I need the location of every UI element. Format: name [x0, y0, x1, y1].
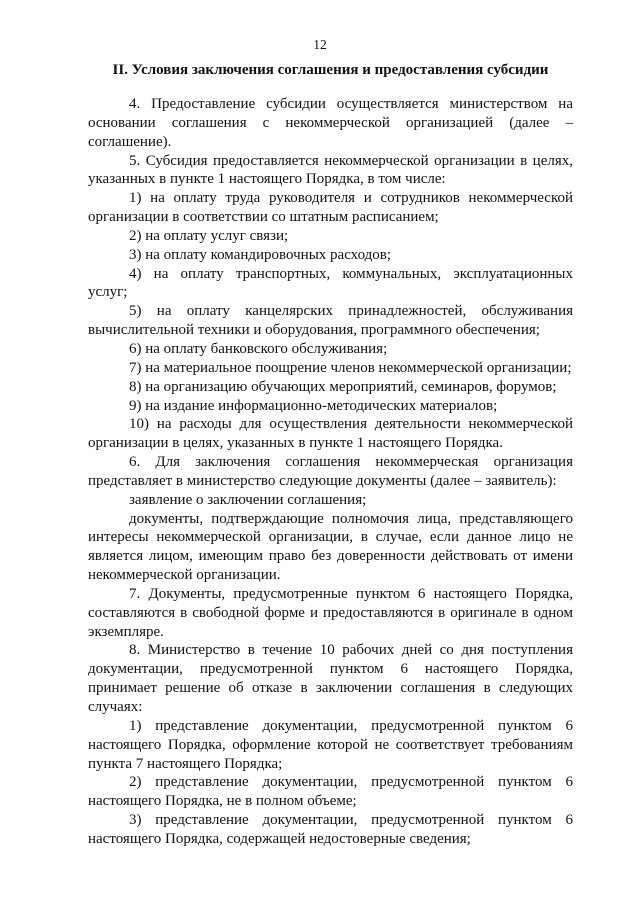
paragraph-8: 8. Министерство в течение 10 рабочих дней со дня поступления документации, предусмотренной пунктом 6 настоящего Порядка, принимает решение об отказе в заключении соглашения в следующих случаях: [88, 642, 573, 715]
list-item-8-3: 3) представление документации, предусмотренной пунктом 6 настоящего Порядка, содержащей недостоверные сведения; [88, 812, 573, 847]
paragraph-7: 7. Документы, предусмотренные пунктом 6 настоящего Порядка, составляются в свободной форме и предоставляются в оригинале в одном экземпляре. [88, 585, 573, 640]
list-item-5-3: 3) на оплату командировочных расходов; [129, 246, 392, 263]
list-item-5-7: 7) на материальное поощрение членов некоммерческой организации; [129, 359, 572, 376]
list-item-6-1: заявление о заключении соглашения; [129, 491, 367, 508]
list-item-5-9: 9) на издание информационно-методических материалов; [129, 397, 498, 414]
list-item-5-4: 4) на оплату транспортных, коммунальных, эксплуатационных услуг; [88, 265, 573, 301]
paragraph-5: 5. Субсидия предоставляется некоммерческой организации в целях, указанных в пункте 1 настоящего Порядка, в том числе: [88, 152, 573, 188]
list-item-5-5: 5) на оплату канцелярских принадлежностей, обслуживания вычислительной техники и оборудования, программного обеспечения; [88, 303, 573, 339]
list-item-5-10: 10) на расходы для осуществления деятельности некоммерческой организации в целях, указанных в пункте 1 настоящего Порядка. [88, 416, 573, 452]
list-item-5-1: 1) на оплату труда руководителя и сотрудников некоммерческой организации в соответствии со штатным расписанием; [88, 190, 573, 226]
page-number: 12 [313, 37, 327, 52]
document-body [88, 95, 573, 849]
list-item-5-6: 6) на оплату банковского обслуживания; [129, 340, 388, 357]
paragraph-6: 6. Для заключения соглашения некоммерческая организация представляет в министерство следующие документы (далее – заявитель): [88, 454, 573, 489]
section-heading: II. Условия заключения соглашения и предоставления субсидии [112, 62, 549, 78]
paragraph-4: 4. Предоставление субсидии осуществляется министерством на основании соглашения с некоммерческой организацией (далее – соглашение). [88, 96, 573, 150]
list-item-5-2: 2) на оплату услуг связи; [129, 227, 289, 244]
list-item-8-1: 1) представление документации, предусмотренной пунктом 6 настоящего Порядка, оформление которой не соответствует требованиям пункта 7 настоящего Порядка; [88, 717, 573, 772]
list-item-8-2: 2) представление документации, предусмотренной пунктом 6 настоящего Порядка, не в полном объеме; [88, 774, 573, 810]
list-item-6-2: документы, подтверждающие полномочия лица, представляющего интересы некоммерческой организации, в случае, если данное лицо не является лицом, имеющим право без доверенности действовать от имени некоммерческой организации. [88, 510, 573, 584]
list-item-5-8: 8) на организацию обучающих мероприятий, семинаров, форумов; [129, 378, 557, 395]
